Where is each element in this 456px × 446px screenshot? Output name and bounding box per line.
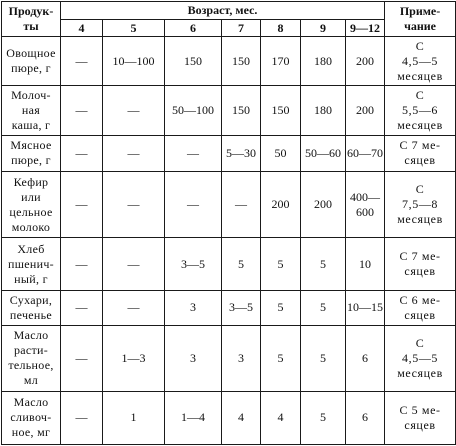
- quantity-cell: —: [61, 238, 103, 290]
- product-cell: Молоч- ная каша, г: [2, 86, 61, 135]
- quantity-cell: —: [61, 37, 103, 86]
- product-cell: Хлеб пшенич- ный, г: [2, 238, 61, 290]
- header-row-top: [2, 2, 456, 20]
- quantity-cell: —: [103, 135, 165, 171]
- quantity-cell: 4: [222, 391, 261, 444]
- quantity-cell: 150: [222, 86, 261, 135]
- quantity-cell: 60—70: [346, 135, 385, 171]
- age-header: 5: [103, 20, 165, 37]
- quantity-cell: —: [61, 290, 103, 325]
- note-cell: С 4,5—5 месяцев: [385, 325, 456, 391]
- age-header: 4: [61, 20, 103, 37]
- table-row: [2, 37, 456, 86]
- quantity-cell: 5: [301, 238, 346, 290]
- quantity-cell: 5: [261, 325, 301, 391]
- quantity-cell: 1—3: [103, 325, 165, 391]
- quantity-cell: —: [165, 135, 222, 171]
- note-cell: С 6 ме- сяцев: [385, 290, 456, 325]
- age-header: 9: [301, 20, 346, 37]
- quantity-cell: 200: [301, 171, 346, 238]
- quantity-cell: 6: [346, 391, 385, 444]
- quantity-cell: 3—5: [165, 238, 222, 290]
- quantity-cell: 170: [261, 37, 301, 86]
- quantity-cell: —: [61, 86, 103, 135]
- table-row: [2, 325, 456, 391]
- quantity-cell: 3: [222, 325, 261, 391]
- product-cell: Масло расти- тельное, мл: [2, 325, 61, 391]
- quantity-cell: 3—5: [222, 290, 261, 325]
- product-cell: Масло сливоч- ное, мг: [2, 391, 61, 444]
- table-row: [2, 171, 456, 238]
- quantity-cell: —: [165, 171, 222, 238]
- feeding-schedule-table: [1, 1, 456, 445]
- note-cell: С 7,5—8 месяцев: [385, 171, 456, 238]
- quantity-cell: 150: [165, 37, 222, 86]
- age-header: 7: [222, 20, 261, 37]
- quantity-cell: 10: [346, 238, 385, 290]
- quantity-cell: —: [61, 325, 103, 391]
- quantity-cell: 4: [261, 391, 301, 444]
- table-row: [2, 391, 456, 444]
- product-cell: Овощное пюре, г: [2, 37, 61, 86]
- quantity-cell: 200: [261, 171, 301, 238]
- note-cell: С 5 ме- сяцев: [385, 391, 456, 444]
- quantity-cell: —: [61, 171, 103, 238]
- quantity-cell: —: [103, 290, 165, 325]
- quantity-cell: 1: [103, 391, 165, 444]
- quantity-cell: —: [61, 135, 103, 171]
- quantity-cell: —: [103, 86, 165, 135]
- quantity-cell: —: [222, 171, 261, 238]
- quantity-cell: 180: [301, 37, 346, 86]
- table-row: [2, 290, 456, 325]
- quantity-cell: 200: [346, 86, 385, 135]
- quantity-cell: 5: [261, 290, 301, 325]
- table-row: [2, 238, 456, 290]
- quantity-cell: 6: [346, 325, 385, 391]
- quantity-cell: 3: [165, 325, 222, 391]
- note-cell: С 4,5—5 месяцев: [385, 37, 456, 86]
- product-cell: Мясное пюре, г: [2, 135, 61, 171]
- quantity-cell: 5: [222, 238, 261, 290]
- quantity-cell: —: [103, 171, 165, 238]
- product-column-header: Продук- ты: [2, 2, 61, 37]
- quantity-cell: 150: [222, 37, 261, 86]
- quantity-cell: 400—600: [346, 171, 385, 238]
- quantity-cell: 5—30: [222, 135, 261, 171]
- quantity-cell: 50—100: [165, 86, 222, 135]
- quantity-cell: 5: [301, 325, 346, 391]
- quantity-cell: 1—4: [165, 391, 222, 444]
- quantity-cell: 10—15: [346, 290, 385, 325]
- age-group-header: Возраст, мес.: [61, 2, 385, 20]
- quantity-cell: 10—100: [103, 37, 165, 86]
- quantity-cell: 50: [261, 135, 301, 171]
- note-cell: С 7 ме- сяцев: [385, 238, 456, 290]
- note-cell: С 7 ме- сяцев: [385, 135, 456, 171]
- quantity-cell: 150: [261, 86, 301, 135]
- quantity-cell: —: [61, 391, 103, 444]
- product-cell: Сухари, печенье: [2, 290, 61, 325]
- age-header: 9—12: [346, 20, 385, 37]
- table-row: [2, 135, 456, 171]
- quantity-cell: 5: [301, 391, 346, 444]
- quantity-cell: 50—60: [301, 135, 346, 171]
- product-cell: Кефир или цельное молоко: [2, 171, 61, 238]
- note-column-header: Приме- чание: [385, 2, 456, 37]
- table-row: [2, 86, 456, 135]
- age-header: 8: [261, 20, 301, 37]
- table-body: [2, 37, 456, 445]
- quantity-cell: 200: [346, 37, 385, 86]
- quantity-cell: 180: [301, 86, 346, 135]
- quantity-cell: 5: [301, 290, 346, 325]
- quantity-cell: —: [103, 238, 165, 290]
- quantity-cell: 5: [261, 238, 301, 290]
- quantity-cell: 3: [165, 290, 222, 325]
- age-header: 6: [165, 20, 222, 37]
- note-cell: С 5,5—6 месяцев: [385, 86, 456, 135]
